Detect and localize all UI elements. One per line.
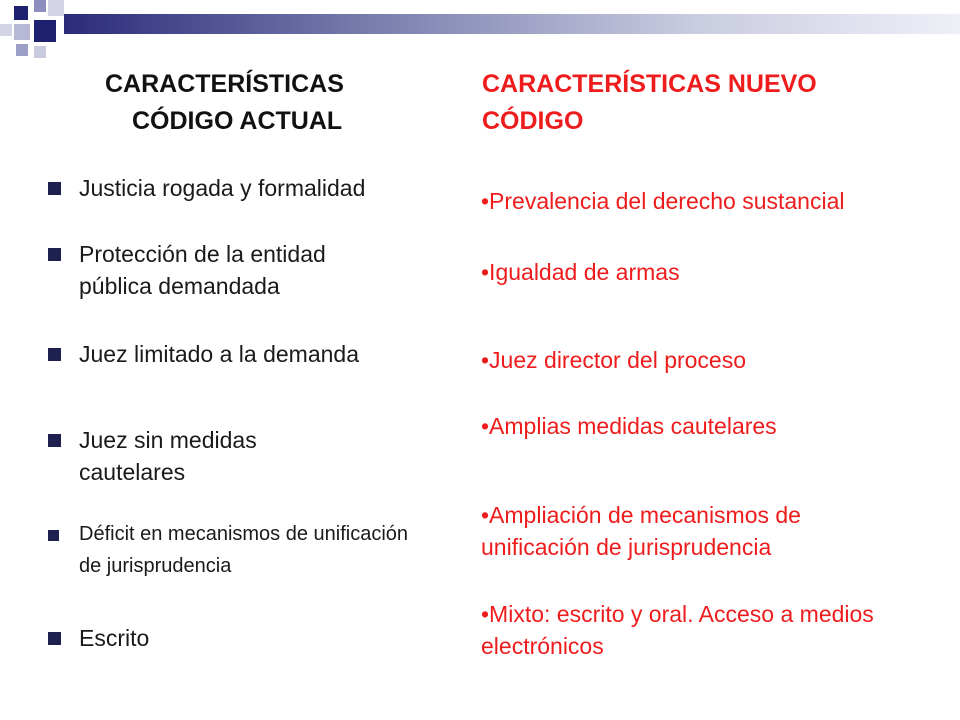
list-item: •Igualdad de armas: [481, 259, 680, 285]
slide-decoration: [0, 0, 960, 60]
list-item: [48, 424, 448, 488]
list-item: •Prevalencia del derecho sustancial: [481, 188, 845, 214]
decoration-square: [34, 0, 46, 12]
square-bullet-icon: [48, 434, 61, 447]
list-item-text: Juez limitado a la demanda: [79, 341, 359, 367]
list-item-text: Juez sin medidas cautelares: [79, 427, 257, 485]
list-item: •Amplias medidas cautelares: [481, 413, 777, 439]
list-item-text: Justicia rogada y formalidad: [79, 175, 366, 201]
square-bullet-icon: [48, 632, 61, 645]
list-item-text: Déficit en mecanismos de unificación de jurisprudencia: [79, 523, 409, 577]
list-item-text: Escrito: [79, 625, 150, 651]
square-bullet-icon: [48, 530, 59, 541]
list-item: [48, 172, 448, 204]
decoration-square: [0, 24, 12, 36]
left-heading-line2: CÓDIGO ACTUAL: [132, 107, 343, 135]
right-column-heading: CARACTERÍSTICAS NUEVO CÓDIGO: [482, 70, 817, 135]
decoration-square: [14, 24, 30, 40]
left-column-heading: [105, 66, 425, 140]
left-heading-line1: CARACTERÍSTICAS: [105, 70, 344, 98]
list-item: [48, 338, 448, 370]
square-bullet-icon: [48, 348, 61, 361]
list-item: [48, 518, 448, 582]
decoration-square: [34, 20, 56, 42]
decoration-square: [16, 44, 28, 56]
decoration-square: [48, 0, 64, 16]
decoration-square: [34, 46, 46, 58]
square-bullet-icon: [48, 248, 61, 261]
list-item-text: Protección de la entidad pública demandada: [79, 241, 326, 299]
list-item: •Juez director del proceso: [481, 347, 747, 373]
square-bullet-icon: [48, 182, 61, 195]
header-gradient-bar: [64, 14, 960, 34]
list-item: [48, 622, 448, 654]
decoration-square: [14, 6, 28, 20]
list-item: •Ampliación de mecanismos de unificación de jurisprudencia: [481, 502, 801, 560]
list-item: [48, 238, 448, 302]
list-item: •Mixto: escrito y oral. Acceso a medios electrónicos: [481, 601, 874, 659]
